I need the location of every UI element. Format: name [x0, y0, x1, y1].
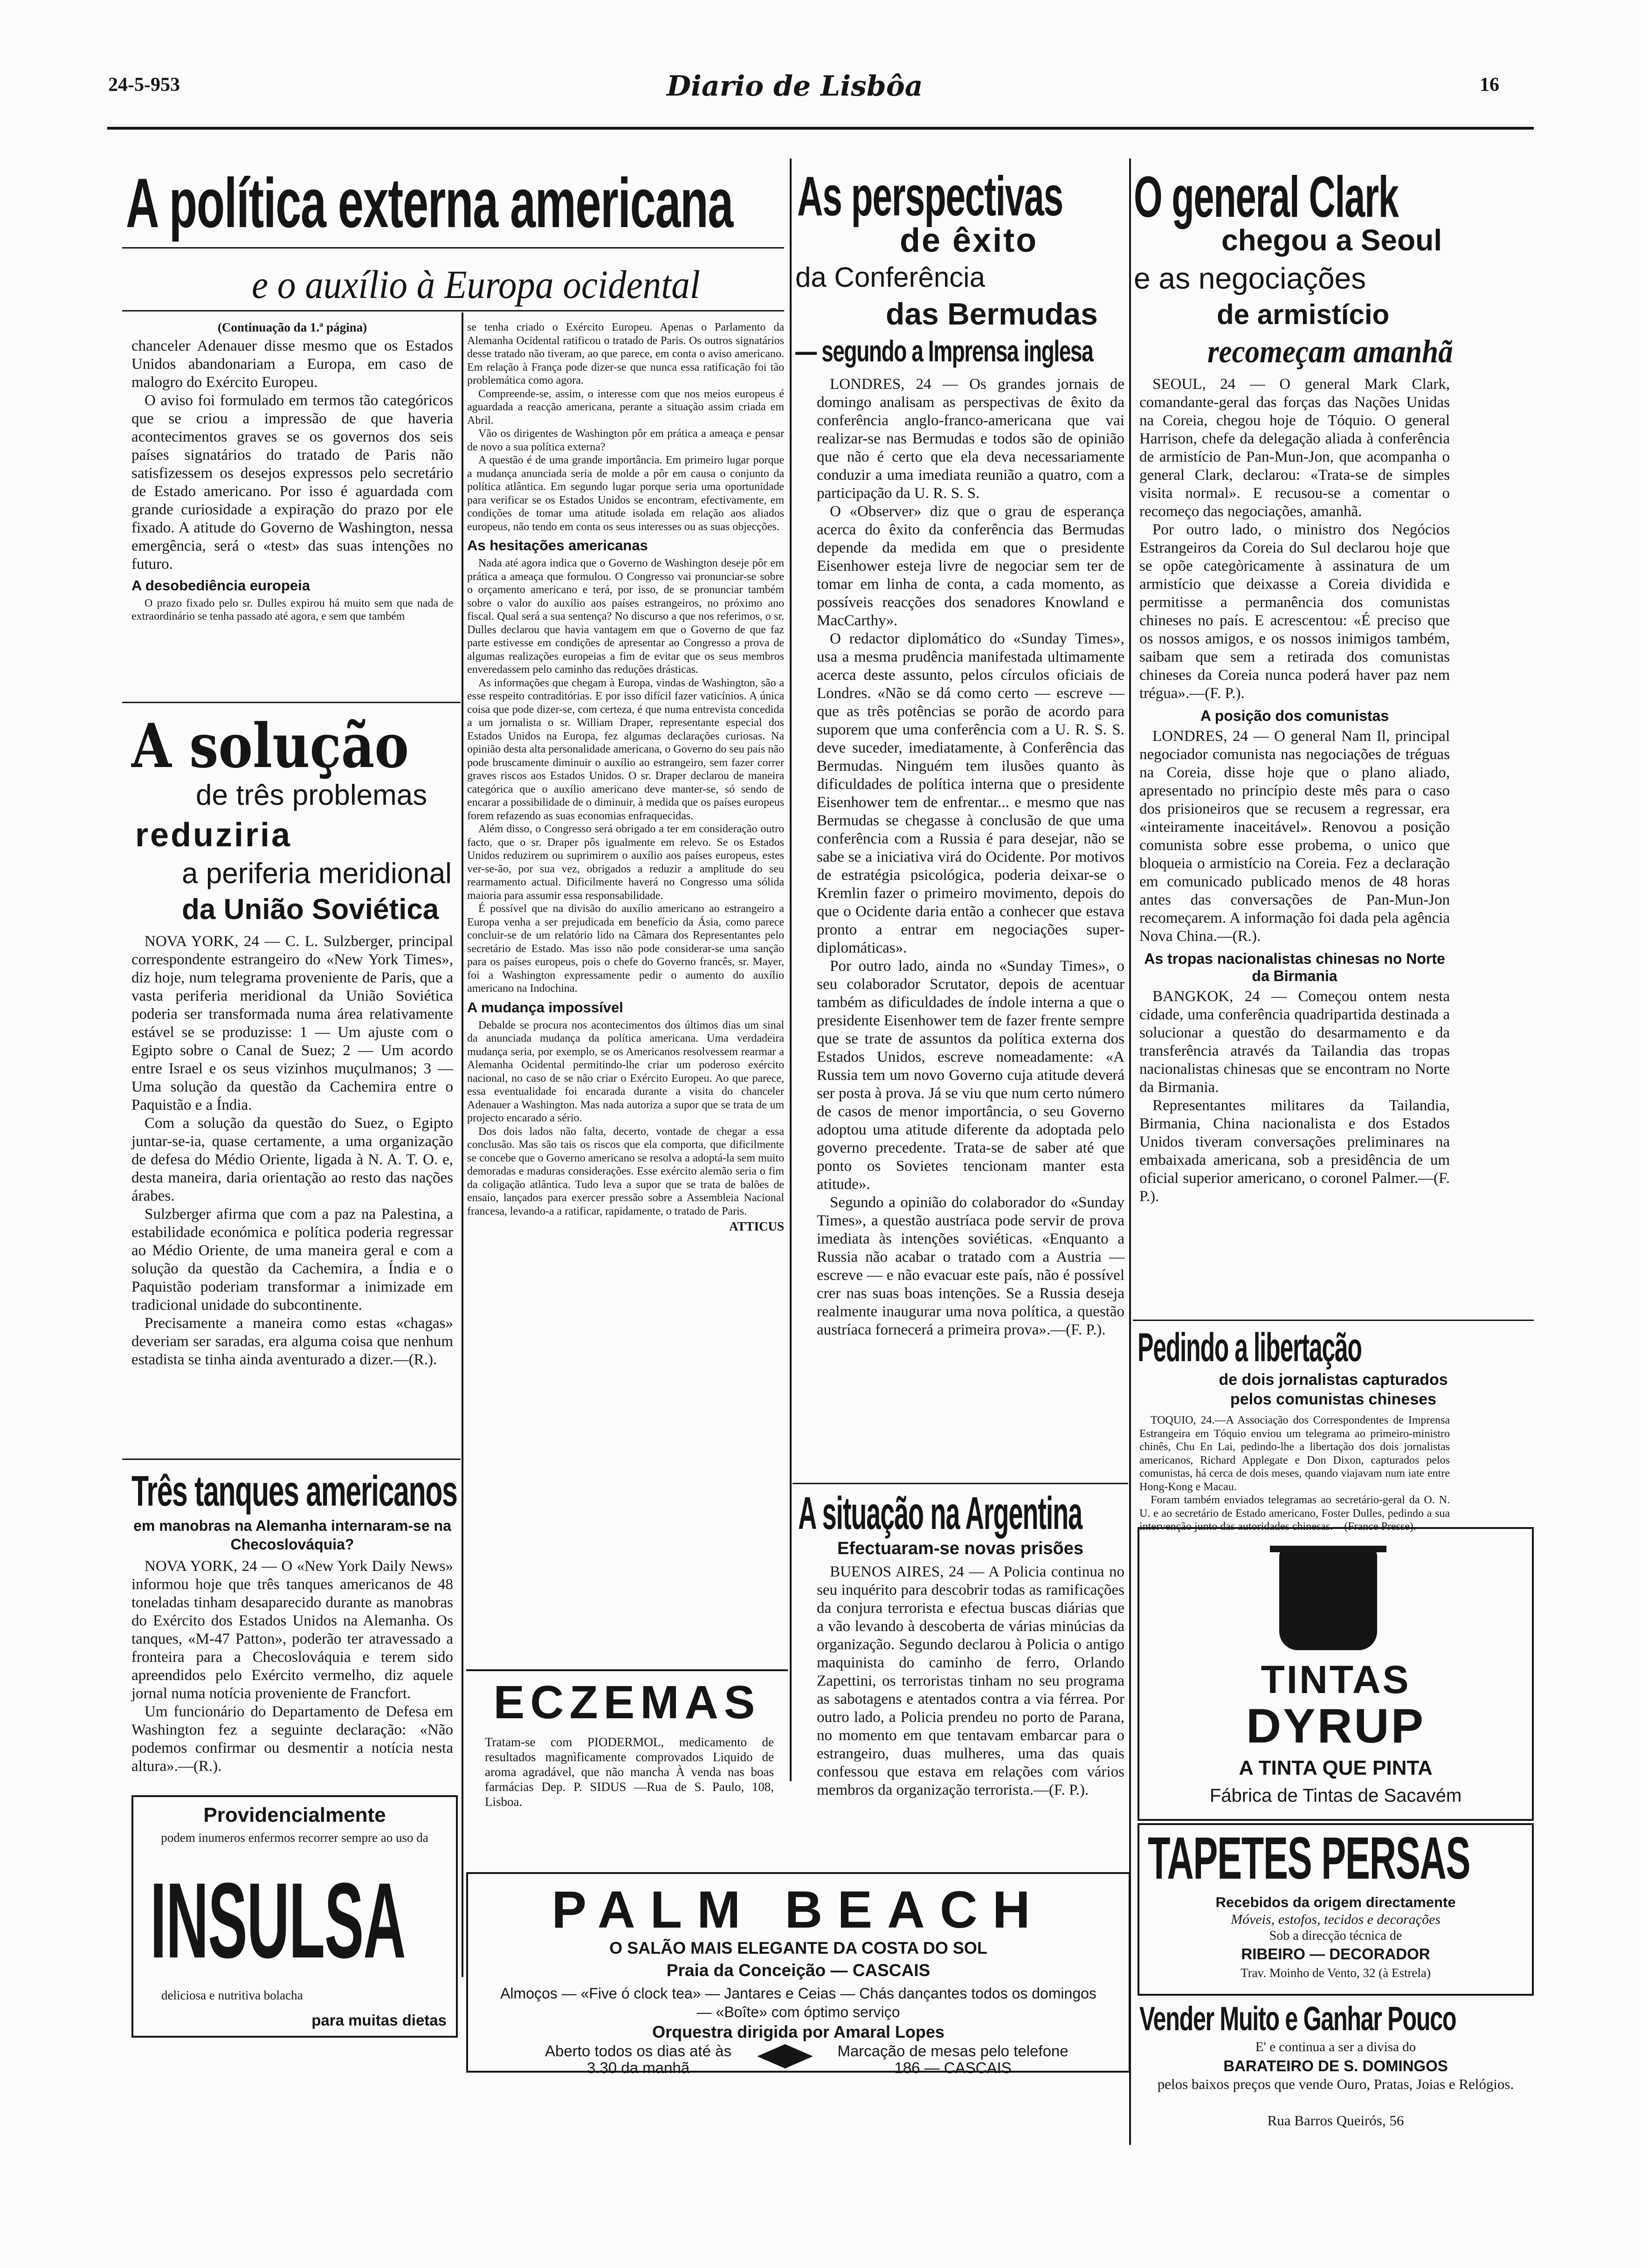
paragraph: Vão os dirigentes de Washington pôr em prática a ameaça e pensar de novo a sua política externa? — [467, 428, 784, 453]
column-rule — [790, 159, 792, 1781]
column-3-perspectivas — [817, 375, 1124, 1480]
headline-line: chegou a Seoul — [1221, 223, 1442, 257]
ad-line: A TINTA QUE PINTA — [1239, 1756, 1433, 1779]
subhead-line: pelos comunistas chineses — [1230, 1390, 1437, 1408]
headline-politica: A política externa americana — [126, 164, 733, 242]
ad-line: BARATEIRO DE S. DOMINGOS — [1223, 2057, 1448, 2074]
column-1-politica — [131, 321, 453, 698]
ad-line: Almoços — «Five ó clock tea» — Jantares e Ceias — Chás dançantes todos os domingos — «Boîte» com óptimo serviço — [500, 1985, 1096, 2020]
subheading: A mudança impossível — [467, 999, 623, 1016]
paragraph: BUENOS AIRES, 24 — A Policia continua no seu inquérito para descobrir todas as ramificações da conjura terrorista e efectua buscas diárias que a vão levando à descoberta de várias minúcias da organização. Segundo declarou à Policia o antigo maquinista do caminho de ferro, Orlando Zapettini, os terroristas tinham no seu programa as sabotagens e atentados contra a via férrea. Por outro lado, a Policia prendeu no porto de Parana, no momento em que tentavam embarcar para o estrangeiro, duas mulheres, uma das quais confessou que estava em relações com vários membros da organização terrorista.—(F. P.). — [817, 1563, 1124, 1798]
paragraph: chanceler Adenauer disse mesmo que os Estados Unidos abandonariam a Europa, em caso de malogro do Exército Europeu. — [131, 337, 453, 391]
paragraph: O «Observer» diz que o grau de esperança acerca do êxito da conferência das Bermudas depende da medida em que o presidente Eisenhower esteja livre de negociar sem ter de tomar em linha de conta, a cada momento, as possíveis reacções dos senadores Knowland e MacCarthy». — [817, 503, 1124, 629]
header-rule — [107, 127, 1534, 130]
ad-line: pelos baixos preços que vende Ouro, Pratas, Joias e Relógios. — [1157, 2076, 1514, 2092]
ad-line: O SALÃO MAIS ELEGANTE DA COSTA DO SOL — [609, 1938, 987, 1957]
paragraph: Dos dois lados não falta, decerto, vontade de chegar a essa conclusão. Mas são tais os riscos que ela comporta, que dificilmente se concebe que o Governo americano se resolva a adoptá-la sem muito demoradas e maduras considerações. Esse exército alemão seria o fim da coligação atlântica. Tudo leva a supor que se trata de balões de ensaio, lançados para exercer pressão sobre a Assembleia Nacional francesa, levando-a a ratificar, rapidamente, o tratado de Paris. — [467, 1125, 784, 1217]
column-rule — [1129, 159, 1131, 2145]
paragraph: Debalde se procura nos acontecimentos dos últimos dias um sinal da anunciada mudança da política americana. Uma verdadeira mudança seria, por exemplo, se os Americanos resolvessem rearmar a Alemanha Ocidental permitindo-lhe criar um poderoso exército nacional, no caso de se não criar o Exército Europeu. Ao que parece, essa eventualidade foi encarada durante a visita do chanceler Adenauer a Washington. Mas nada autoriza a supor que se trata de um projecto encarado a sério. — [467, 1019, 784, 1124]
paragraph: TOQUIO, 24.—A Associação dos Correspondentes de Imprensa Estrangeira em Tóquio enviou um telegrama ao primeiro-ministro chinês, Chu En Lai, pedindo-lhe a libertação dos dois jornalistas americanos, Richard Applegate e Don Dixon, capturados pelos comunistas, há cerca de dois meses, quando viajavam num iate entre Hong-Kong e Macau. — [1139, 1414, 1450, 1493]
subhead-auxilio: e o auxílio à Europa ocidental — [252, 262, 700, 307]
ad-line: deliciosa e nutritiva bolacha — [161, 1988, 303, 2002]
paragraph: Nada até agora indica que o Governo de Washington deseje pôr em prática a ameaça que formulou. O Congresso vai pronunciar-se sobre o orçamento americano e terá, por isso, de se pronunciar também sobre o valor do auxílio aos países estrangeiros, no próximo ano fiscal. Qual será a sua sentença? No discurso a que nos referimos, o sr. Dulles declarou que havia vantagem em que o Governo de que faz parte estivesse em condições de apresentar ao Congresso a prova de algumas realizações europeias a fim de evitar que os seus membros enveredassem pelo caminho das reduções drásticas. — [467, 557, 784, 676]
subhead-tanques: em manobras na Alemanha internaram-se na Checoslováquia? — [133, 1517, 451, 1553]
column-2-politica — [467, 321, 784, 1666]
paint-can-lid-icon — [1270, 1546, 1386, 1552]
ad-line: Trav. Moinho de Vento, 32 (à Estrela) — [1241, 1966, 1431, 1980]
headline-tanques: Três tanques americanos — [131, 1467, 457, 1515]
ad-line: Aberto todos os dias até às 3.30 da manhã — [545, 2042, 731, 2076]
signature: ATTICUS — [729, 1219, 784, 1233]
ad-tintas-dyrup — [1138, 1527, 1534, 1821]
column-1-tanques — [131, 1557, 453, 1791]
headline-line: e as negociações — [1134, 262, 1366, 295]
page-number: 16 — [1480, 74, 1499, 96]
subheading: A desobediência europeia — [131, 577, 310, 594]
paragraph: Foram também enviados telegramas ao secretário-geral da O. N. U. e ao secretário de Estado americano, Foster Dulles, pedindo a sua intervenção junto das autoridades chinesas.—(France Presse). — [1139, 1494, 1450, 1533]
headline-line: reduziria — [135, 816, 292, 854]
headline-perspectivas: As perspectivas — [797, 165, 1063, 228]
ad-text: Tratam-se com PIODERMOL, medicamento de resultados magnìficamente comprovados Liquido de aroma agradável, que não mancha À venda nas boas farmácias Dep. P. SIDUS —Rua de S. Paulo, 108, Lisboa. — [485, 1735, 774, 1809]
ad-line: Recebidos da origem directamente — [1215, 1894, 1456, 1910]
headline-line: — segundo a Imprensa inglesa — [795, 334, 1093, 368]
paragraph: É possível que na divisão do auxílio americano ao estrangeiro a Europa venha a ser prejudicada em benefício da Ásia, como parece concluir-se de um relatório lido na Câmara dos Representantes pelo secretário de Estado. Mas isso não pode considerar-se uma sanção para os países europeus, pois o chefe do Governo francês, sr. Mayer, foi a Washington expressamente pedir o aumento do auxílio americano na Indochina. — [467, 903, 784, 995]
arrow-left-icon — [757, 2044, 785, 2068]
headline-solucao: A solução — [131, 710, 409, 781]
paragraph: O prazo fixado pelo sr. Dulles expirou há muito sem que nada de extraordinário se tenha passado até agora, e sem que também — [131, 597, 453, 622]
column-4-clark — [1139, 375, 1450, 1205]
ad-line: RIBEIRO — DECORADOR — [1241, 1945, 1430, 1963]
ad-title: Vender Muito e Ganhar Pouco — [1139, 2000, 1456, 2038]
ad-brand: ECZEMAS — [493, 1676, 761, 1729]
paragraph: Com a solução da questão do Suez, o Egipto juntar-se-ia, quase certamente, a uma organização de defesa do Médio Oriente, ligada à N. A. T. O. e, desta maneira, daria orientação ao resto das nações árabes. — [131, 1115, 453, 1204]
subheading: As tropas nacionalistas chinesas no Norte da Birmania — [1144, 950, 1445, 984]
headline-line: das Bermudas — [886, 297, 1098, 331]
ad-line: Orquestra dirigida por Amaral Lopes — [652, 2022, 945, 2041]
ad-line: Praia da Conceição — CASCAIS — [666, 1961, 931, 1980]
subhead-line: de dois jornalistas capturados — [1219, 1371, 1448, 1389]
ad-line: para muitas dietas — [311, 2012, 447, 2029]
arrow-right-icon — [785, 2044, 813, 2068]
rule — [122, 702, 461, 703]
paragraph: SEOUL, 24 — O general Mark Clark, comandante-geral das forças das Nações Unidas na Coreia, chegou hoje de Tóquio. O general Harrison, chefe da delegação aliada à conferência de armistício de Pan-Mun-Jon, que acompanha o general Clark, declarou: «Trata-se de simples visita normal». E recusou-se a comentar o recomeço das negociações, amanhã. — [1139, 376, 1450, 520]
paragraph: Por outro lado, o ministro dos Negócios Estrangeiros da Coreia do Sul declarou hoje que se opõe categòricamente à assinatura de um armistício que deixasse a Coreia dividida e permitisse a permanência dos comunistas chineses no país. E acrescentou: «É preciso que os nossos amigos, e os nossos inimigos também, saibam que sem a retirada dos comunistas chineses da Coreia nunca poderá haver paz nem trégua».—(F. P.). — [1139, 521, 1450, 702]
rule — [1133, 1320, 1534, 1321]
paragraph: Compreende-se, assim, o interesse com que nos meios europeus é aguardada a reacção americana, perante a situação assim criada em Abril. — [467, 387, 784, 427]
ad-line: Sob a direcção técnica de — [1269, 1929, 1402, 1943]
headline-line: de armistício — [1217, 299, 1390, 330]
rule — [122, 247, 784, 249]
rule — [793, 1483, 1128, 1484]
rule — [122, 1459, 461, 1460]
headline-line: de êxito — [900, 222, 1038, 259]
ad-brand: TAPETES PERSAS — [1148, 1825, 1470, 1892]
headline-argentina: A situação na Argentina — [798, 1487, 1083, 1539]
headline-line: da União Soviética — [182, 893, 439, 926]
subhead-argentina: Efectuaram-se novas prisões — [837, 1539, 1083, 1558]
column-rule — [462, 312, 463, 1977]
ad-line: podem inumeros enfermos recorrer sempre ao uso da — [161, 1831, 428, 1845]
paragraph: Além disso, o Congresso será obrigado a ter em consideração outro facto, que o sr. Draper pôs igualmente em relevo. Se os Estados Unidos reduzirem ou suprimirem o auxílio aos países europeus, estes ver-se-ão, por sua vez, obrigados a reduzir a amplitude do seu rearmamento actual. Dificilmente haverá no Congresso uma sólida maioria para assumir essa responsabilidade. — [467, 823, 784, 902]
paragraph: NOVA YORK, 24 — C. L. Sulzberger, principal correspondente estrangeiro do «New York Times», diz hoje, num telegrama proveniente de Paris, que a vasta periferia meridional da União Soviética poderia ser transformada numa área relativamente estável se se produzisse: 1 — Um ajuste com o Egipto sobre o Canal de Suez; 2 — Um acordo entre Israel e os seus vizinhos muçulmanos; 3 — Uma solução da questão da Cachemira entre o Paquistão e a Índia. — [131, 933, 453, 1113]
subheading: As hesitações americanas — [467, 537, 648, 553]
rule — [122, 310, 784, 311]
column-4-libertacao — [1139, 1414, 1450, 1533]
paragraph: BANGKOK, 24 — Começou ontem nesta cidade, uma conferência quadripartida destinada a solucionar a questão do desarmamento e da transferência através da Tailandia das tropas nacionalistas chinesas que se encontram no Norte da Birmania. — [1139, 988, 1450, 1096]
continuation-note: (Continuação da 1.ª página) — [217, 320, 367, 334]
ad-line: Móveis, estofos, tecidos e decorações — [1231, 1912, 1441, 1927]
paragraph: Representantes militares da Tailandia, Birmania, China nacionalista e dos Estados Unidos tiveram conversações preliminares na embaixada americana, sob a presidência de um oficial superior americano, o coronel Palmer.—(F. P.). — [1139, 1097, 1450, 1205]
headline-line: a periferia meridional — [182, 857, 452, 890]
ad-brand: DYRUP — [1246, 1699, 1426, 1753]
ad-line: Fábrica de Tintas de Sacavém — [1209, 1785, 1462, 1806]
column-1-solucao — [131, 933, 453, 1455]
ad-insulsa — [131, 1795, 458, 2038]
headline-line: da Conferência — [795, 262, 985, 293]
ad-eczemas — [466, 1669, 788, 1870]
paragraph: Um funcionário do Departamento de Defesa em Washington fez a seguinte declaração: «Não podemos confirmar ou desmentir a notícia nesta altura».—(R.). — [131, 1703, 453, 1775]
ad-brand: TINTAS — [1261, 1658, 1411, 1701]
headline-libertacao: Pedindo a libertação — [1138, 1325, 1362, 1370]
ad-brand: PALM BEACH — [552, 1881, 1045, 1939]
paragraph: Segundo a opinião do colaborador do «Sunday Times», a questão austríaca pode servir de prova imediata às intenções soviéticas. «Enquanto a Russia não acabar o tratado com a Austria — escreve — e não evacuar este país, não é possível crer nas suas boas intenções. Se a Russia deseja realmente inaugurar uma nova política, a questão austríaca fornecerá a primeira prova».—(F. P.). — [817, 1194, 1124, 1338]
headline-clark: O general Clark — [1134, 165, 1399, 229]
paragraph: LONDRES, 24 — O general Nam Il, principal negociador comunista nas negociações de tréguas na Coreia, disse hoje que o plano aliado, apresentado no princípio deste mês para o caso dos prisioneiros que se recusem a regressar, era «inteiramente inaceitável». Renovou a posição comunista sobre esse probema, o unico que bloqueia o armistício na Coreia. Fez a declaração em comunicado publicado menos de 48 horas antes das conversações de Pan-Mun-Jon recomeçarem. A informação foi dada pela agência Nova China.—(R.). — [1139, 728, 1450, 945]
paragraph: Por outro lado, ainda no «Sunday Times», o seu colaborador Scrutator, depois de acentuar também as dificuldades de índole interna a que o presidente Eisenhower tem de fazer frente sempre que se trate de assuntos da política externa dos Estados Unidos, escreve nomeadamente: «A Russia tem um novo Governo cuja atitude deverá ser posta à prova. Já se viu que num certo número de casos de menor importância, o seu Governo adoptou uma atitude diferente da adoptada pelo governo precedente. Trata-se de saber até que ponto os Sovietes tencionam manter esta atitude». — [817, 958, 1124, 1193]
headline-line: de três problemas — [196, 779, 427, 811]
ad-line: Marcação de mesas pelo telefone 186 — CASCAIS — [837, 2042, 1069, 2076]
ad-line: Providencialmente — [203, 1804, 386, 1826]
page-date: 24-5-953 — [108, 74, 180, 96]
paragraph: A questão é de uma grande importância. Em primeiro lugar porque a mudança anunciada seria de molde a pôr em causa o conjunto da política atlântica. Em segundo lugar porque seria uma oportunidade para verificar se os Estados Unidos se encontram, efectivamente, em condições de tomar uma atitude isolada em relação aos aliados europeus, não tendo em conta os seus interesses ou as suas objecções. — [467, 454, 784, 533]
headline-line: recomeçam amanhã — [1207, 334, 1453, 370]
ad-line: Rua Barros Queirós, 56 — [1267, 2112, 1404, 2129]
ad-palm-beach — [466, 1872, 1131, 2076]
paragraph: O aviso foi formulado em termos tão categóricos que se criou a impressão de que haveria acontecimentos graves se os governos dos seis países signatários do tratado de Paris não satisfizessem os desejos expressos pelo secretário de Estado americano. Por isso é aguardada com grande curiosidade a expiração do prazo por ele fixado. A atitude do Governo de Washington, nessa emergência, será o «test» das suas intenções no futuro. — [131, 392, 453, 573]
ad-barateiro — [1138, 2000, 1534, 2136]
paragraph: LONDRES, 24 — Os grandes jornais de domingo analisam as perspectivas de êxito da conferência anglo-franco-americana que vai realizar-se nas Bermudas e todos são de opinião que não é certo que ela deva necessariamente conduzir a uma imediata reunião a quatro, com a participação da U. R. S. S. — [817, 376, 1124, 502]
paragraph: As informações que chegam à Europa, vindas de Washington, são a esse respeito contraditórias. E por isso difícil fazer vaticínios. A única coisa que pode dizer-se, com certeza, é que numa entrevista concedida a um jornalista o sr. William Draper, representante especial dos Estados Unidos na Europa, fez algumas declarações curiosas. Na opinião desta alta personalidade americana, o Governo do seu país não pode bruscamente diminuir o auxílio ao estrangeiro, sem fazer correr graves riscos aos Estados Unidos. O sr. Draper declarou de maneira categórica que o auxílio americano deve manter-se, só sendo de encarar a possibilidade de o diminuir, à medida que os países europeus forem refazendo as suas economias enfraquecidas. — [467, 677, 784, 822]
paragraph: NOVA YORK, 24 — O «New York Daily News» informou hoje que três tanques americanos de 48 toneladas tinham desaparecido durante as manobras do Exército dos Estados Unidos na Alemanha. Os tanques, «M-47 Patton», poderão ter atravessado a fronteira para a Checoslováquia e terem sido apreendidos pelo Exército vermelho, diz aquele jornal numa notícia proveniente de Francfort. — [131, 1558, 453, 1702]
column-3-argentina — [817, 1563, 1124, 1833]
paragraph: Sulzberger afirma que com a paz na Palestina, a estabilidade económica e política poderia regressar ao Médio Oriente, de uma maneira geral e com a solução da questão da Cachemira, a Índia e o Paquistão poderiam transformar a inimizade em tradicional unidade do subcontinente. — [131, 1206, 453, 1314]
ad-brand: INSULSA — [150, 1860, 406, 1980]
subheading: A posição dos comunistas — [1200, 707, 1389, 724]
paint-can-icon — [1279, 1548, 1377, 1650]
paragraph: se tenha criado o Exército Europeu. Apenas o Parlamento da Alemanha Ocidental ratificou o tratado de Paris. Os outros signatários desse tratado não tiveram, ao que parece, em conta o aviso americano. Em relação à França pode dizer-se que nunca essa ratificação foi tão problemática como agora. — [467, 321, 784, 387]
paragraph: O redactor diplomático do «Sunday Times», usa a mesma prudência manifestada ultimamente acerca deste assunto, pelos círculos oficiais de Londres. «Não se dá como certo — escreve — que as três potências se porão de acordo para suporem que uma conferência com a U. R. S. S. deve suceder, imediatamente, à Conferência das Bermudas. Ninguém tem ilusões quanto às dificuldades de política interna que o presidente Eisenhower tem de enfrentar... e mesmo que nas Bermudas se chegasse à conclusão de que uma conferência com a Russia é para desejar, não se sabe se a iniciativa virá do Ocidente. Por motivos de estratégia psicológica, poderia deixar-se o Kremlin fazer o primeiro movimento, depois do que o Ocidente daria então a conhecer que estava pronto a entrar em negociações super-diplomáticas». — [817, 630, 1124, 956]
masthead: Diario de Lisbôa — [667, 70, 923, 103]
ad-tapetes-persas — [1138, 1823, 1534, 1996]
rule — [466, 1669, 788, 1671]
ad-line: E' e continua a ser a divisa do — [1255, 2040, 1416, 2054]
paragraph: Precisamente a maneira como estas «chagas» deveriam ser saradas, era alguma coisa que nenhum estadista se tinha ainda aventurado a dizer.—(R.). — [131, 1315, 453, 1368]
